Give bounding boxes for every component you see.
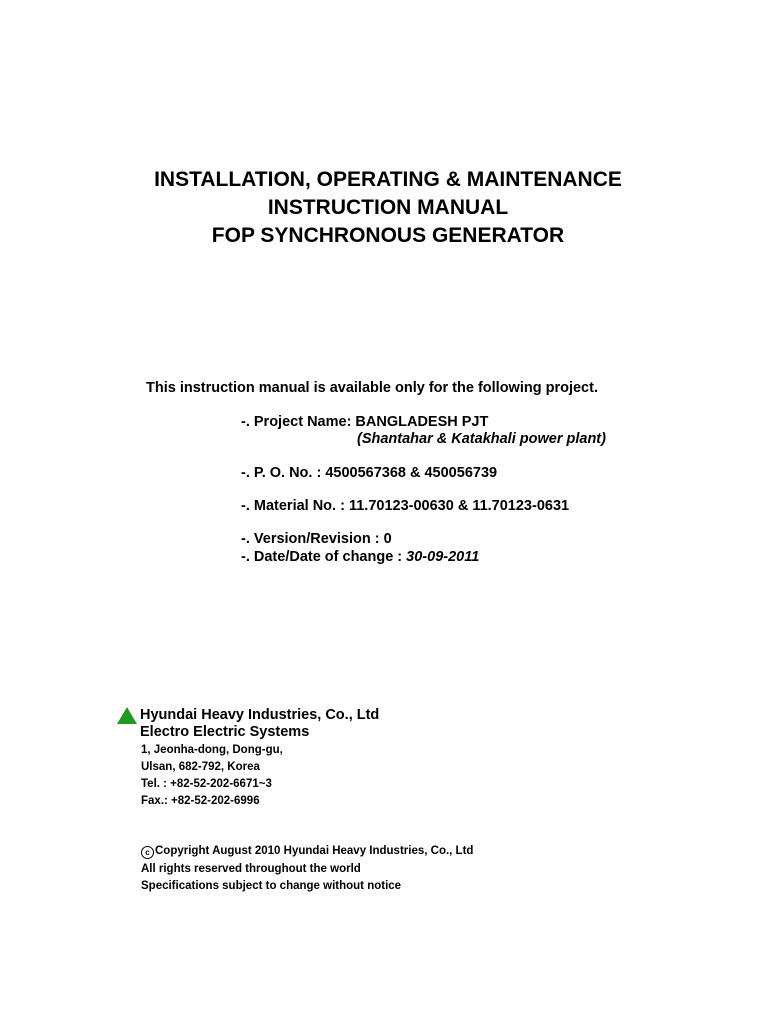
- address-line-2: Ulsan, 682-792, Korea: [141, 761, 260, 773]
- document-title: [0, 166, 768, 250]
- material-number-line: -. Material No. : 11.70123-00630 & 11.70123-0631: [241, 498, 570, 514]
- copyright-line-2: All rights reserved throughout the world: [141, 863, 361, 875]
- copyright-text: Copyright August 2010 Hyundai Heavy Industries, Co., Ltd: [155, 845, 474, 857]
- company-logo-icon: [117, 707, 137, 724]
- copyright-icon: c: [141, 846, 154, 859]
- company-name: Hyundai Heavy Industries, Co., Ltd: [140, 707, 380, 723]
- project-plant-note: (Shantahar & Katakhali power plant): [357, 431, 606, 447]
- address-line-1: 1, Jeonha-dong, Dong-gu,: [141, 744, 283, 756]
- company-division: Electro Electric Systems: [140, 724, 310, 740]
- po-number-line: -. P. O. No. : 4500567368 & 450056739: [241, 465, 498, 481]
- title-line-1: INSTALLATION, OPERATING & MAINTENANCE: [154, 168, 622, 191]
- project-name-line: -. Project Name: BANGLADESH PJT: [241, 414, 489, 430]
- date-value: 30-09-2011: [406, 549, 480, 565]
- title-line-2: INSTRUCTION MANUAL: [267, 196, 509, 219]
- copyright-line-3: Specifications subject to change without notice: [141, 880, 402, 892]
- intro-statement: This instruction manual is available only for the following project.: [146, 380, 598, 396]
- version-line: -. Version/Revision : 0: [241, 531, 392, 547]
- date-line: [241, 549, 479, 565]
- telephone: Tel. : +82-52-202-6671~3: [141, 778, 272, 790]
- copyright-line-1: [141, 845, 473, 859]
- title-line-3: FOP SYNCHRONOUS GENERATOR: [211, 224, 565, 247]
- fax: Fax.: +82-52-202-6996: [141, 795, 260, 807]
- date-label: -. Date/Date of change :: [241, 549, 407, 565]
